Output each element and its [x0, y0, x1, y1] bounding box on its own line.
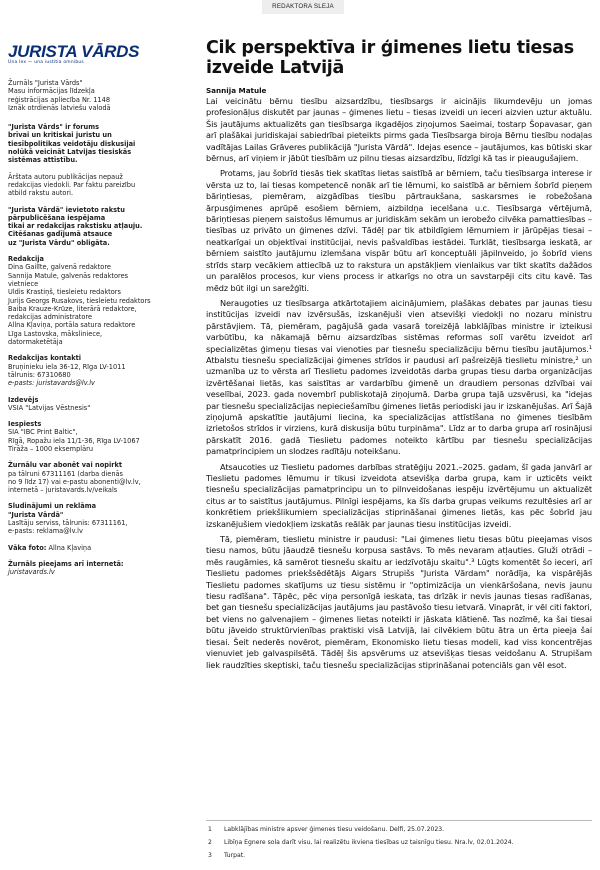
- disclaimer-line: redakcijas viedokli. Par faktu pareizību: [8, 180, 136, 189]
- contact-line: Bruņinieku iela 36-12, Rīga LV-1011: [8, 362, 126, 371]
- registration-line: Žurnāls "Jurista Vārds": [8, 79, 83, 87]
- article-paragraph: Tā, piemēram, tieslietu ministre ir paudusi: "Lai ģimenes lietu tiesas būtu pieejamas visos tiesu namos, būtu jāaudzē tiesnešu korpusa sastāvs. To mēs nevaram atļauties. Gluži otrādi – mēs raugāmies, kā samērot tiesnešu skaitu ar iedzīvotāju skaitu".³ Lūgts komentēt šo ieceri, arī Tieslietu padomes priekšsēdētājs Aigars Strupišs "Jurista Vārdam" norādīja, ka vispārējās Tieslietu padomes skatījums uz tiesu sistēmu ir "optimizācija un vienkāršošana, nevis jaunu tiesu radīšana". Tāpēc, pēc viņa personīgā ieskata, tas drīzāk ir nevis jaunas tiesas radīšanas, bet gan tiesnešu specializācijas jautājums jau pastāvošo tiesu ietvarā. Vinaprāt, ir vēl citi faktori, bet viens no galvenajiem – ģimenes lietas noteikti ir jāskata klātienē. Tas nozīmē, ka šai tiesai būtu jāveido struktūrvienības praktiski visā Latvijā, lai cilvēkiem būtu ātra un ērta pieeja šai tiesai. Šeit nederēs novērot, piemēram, Ekonomisko lietu tiesas modeli, kad viss koncentrējas vienuviet jeb galvaspilsētā. Tādēļ šis apsvērums uz atsevišķas tiesas veidošanu A. Strupišam liek raudzīties skeptiski, taču tiesnešu specializācijas stiprināšanai potenciāls gan vēl esot.: [206, 534, 592, 670]
- print-line: Tirāža – 1000 eksemplāru: [8, 444, 94, 453]
- article-lead: Lai veicinātu bērnu tiesību aizsardzību, tiesībsargs ir aicinājis likumdevēju un jomas profesionāļus diskutēt par jaunas – ģimenes lietu – tiesas izveidi un ieceri aizvien uztur aktuālu. Šis jautājums aktualizēts gan tiesībsarga ikgadējos ziņojumos Saeimai, tostarp Šopavasar, gan arī plašākai juridiskajai sabiedrībai pieteikts pirms gada Tiesībsarga biroja Bērnu tiesību nodaļas vadītājas Lailas Grāveres publikācijā "Jurista Vārdā". Idejas esence – jautājumos, kas būtiski skar bērnus, arī viņiem ir jābūt tiesībām uz pilnu tiesas aizsardzību, līdzīgi kā tas ir pieaugušajiem.: [206, 96, 592, 164]
- republishing-rights: [8, 206, 185, 247]
- staff-line: Baiba Krauze-Krūze, literārā redaktore,: [8, 304, 137, 313]
- rights-line: "Jurista Vārdā" ievietoto rakstu: [8, 205, 125, 214]
- staff-line: Jurijs Georgs Rusakovs, tiesleietu redaktors: [8, 296, 151, 305]
- print-line: Rīgā, Ropažu iela 11/1-36, Rīga LV-1067: [8, 436, 140, 445]
- print-title: Iespiests: [8, 420, 42, 429]
- forum-statement: [8, 123, 185, 164]
- publisher-line: VSIA "Latvijas Vēstnesis": [8, 403, 91, 412]
- rights-line: uz "Jurista Vārdu" obligāta.: [8, 238, 110, 247]
- staff-line: vietniece: [8, 279, 39, 288]
- rights-line: tikai ar redakcijas rakstisku atļauju.: [8, 222, 143, 231]
- staff-line: Dina Gailīte, galvenā redaktore: [8, 263, 111, 272]
- footnote-number: 3: [208, 852, 212, 859]
- publisher-info: [8, 396, 185, 413]
- forum-line: "Jurista Vārds" ir forums: [8, 123, 100, 132]
- website-link[interactable]: juristavards.lv: [8, 568, 55, 577]
- footnote-number: 1: [208, 826, 212, 833]
- editorial-title: Redakcija: [8, 255, 44, 264]
- contact-line: tālrunis: 67310680: [8, 370, 71, 379]
- registration-line: reģistrācijas apliecība Nr. 1148: [8, 95, 111, 104]
- staff-line: Līga Lastovska, māksliniece,: [8, 329, 103, 338]
- cover-photo-author: Allna Kļaviņa: [48, 543, 92, 552]
- footnote-number: 2: [208, 839, 212, 846]
- registration-info: [8, 79, 185, 112]
- print-info: [8, 420, 185, 453]
- rights-line: Citēšanas gadījumā atsauce: [8, 230, 113, 239]
- article-author: Sannija Matule: [206, 86, 267, 95]
- registration-line: Iznāk otrdienās latviešu valodā: [8, 103, 111, 112]
- masthead-sidebar: [8, 43, 185, 577]
- article-paragraph: Protams, jau šobrīd tiesās tiek skatītas lietas saistībā ar bērniem, taču tiesībsarga interese ir vērsta uz to, lai tiesas kompetencē nonāk arī tie lēmumi, ko saistībā ar bērniem šobrīd pieņem bāriņtiesas, piemēram, aizgādības tiesību pārtraukšana, saskarsmes ie robežošana ārpusģimenes aprūpē esošiem bērniem, aizbildņa iecelšana u.c. Tiesībsarga vērtējumā, bāriņtiesas pieņem saistošus lēmumus ar juridiskām sekām un ierobežo cilvēka pamattiesības – tiesības uz privāto un ģimenes dzīvi. Tādēļ par tik atbildīgiem lēmumiem ir jārūpējas tiesai – neatkarīgai un objektīvai institūcijai, nevis pašvaldības iestādei. Turklāt, tiesībsarga ieskatā, ar bērniem saistīto jautājumu izlemšana vispār būtu arī konceptuāli jāpilnveido, jo šobrīd viens strīds starp vecākiem attiecībā uz to rakstura un apstākļiem vienlaikus var tikt skatīts dažādos un paralēlos procesos, kur viens process ir atkarīgs no otra un savstarpēji cits citu kavē. Tas mēdz būt ilgi un sarežģīti.: [206, 168, 592, 293]
- footnote-divider: [206, 820, 592, 821]
- editorial-contacts: [8, 354, 185, 387]
- contact-email[interactable]: e-pasts: juristavards@lv.lv: [8, 379, 95, 388]
- forum-line: sistēmas attīstību.: [8, 156, 78, 165]
- subscription-info: [8, 461, 185, 494]
- ads-line: e-pasts: reklama@lv.lv: [8, 527, 83, 536]
- staff-line: redakcijas administratore: [8, 313, 93, 322]
- online-title: Žurnāls pieejams arī internetā:: [8, 559, 124, 568]
- subscription-title: Žurnālu var abonēt vai nopirkt: [8, 461, 123, 470]
- article-paragraph: Neraugoties uz tiesībsarga atkārtotajiem aicinājumiem, plašākas debates par jaunas tiesu institūcijas izveidi nav izvērsušās, izskanējuši vien atsevišķi viedokļi no nozaru ministru pārstāvjiem. Tā, piemēram, pagājušā gada vasarā toreizējā labklājības ministre ir izteikusi varbūtību, ka nākamajā bērnu aizsardzības sistēmas reformas solī varētu izveidot arī specializētas ģimeņu tiesas vai vienoties par tiesnešu specializāciju bērnu tiesību jautājumos.¹ Atbalstu tiesnešu specializācijai ģimenes strīdos ir paudusi arī pašreizējā tieslietu ministre,² un uzmanība uz to vērsta arī Tieslietu padomes izveidotās darba grupas tiesu darba organizācijas izvērtēšanai lietās, kas saistītas ar vardarbību ģimenē un draudiem personas dzīvībai vai veselībai, 2023. gada novembrī publiskotajā ziņojumā. Darba grupa tajā uzsvērusi, ka "idejas par tiesnešu specializācijas nepieciešamību ģimenes lietās periodiski jau ir izskanējušas. Arī Šajā ziņojumā apskatītie jautājumi liecina, ka specializācijas attīstīšana no ģimenes tiesībām izrietošos strīdos ir virziens, kurā diskusija būtu turpināma". Līdz ar to darba grupa arī rosinājusi pārskatīt 2016. gadā Tieslietu padomes noteikto kārtību par tiesnešu specializācijas pamatprincipiem un slodzes radītāju noteikšanu.: [206, 297, 592, 457]
- logo-tagline: Una lex — una iustitia omnibus: [8, 60, 84, 65]
- editorial-staff: [8, 255, 185, 346]
- footnote-text: Labklājības ministre apsver ģimenes tiesu veidošanu. Delfi, 25.07.2023.: [224, 826, 445, 833]
- footnote-text: Turpat.: [224, 852, 246, 859]
- section-tab: REDAKTORA SLEJA: [262, 0, 344, 14]
- subscription-line: no 9 līdz 17) vai e-pastu abonenti@lv.lv,: [8, 477, 141, 486]
- authors-disclaimer: [8, 173, 185, 198]
- journal-logo: [8, 43, 185, 60]
- article-paragraph: Atsaucoties uz Tieslietu padomes darbības stratēģiju 2021.–2025. gadam, šī gada janvārī ar Tieslietu padomes lēmumu ir tikusi izveidota atsevišķa darba grupa, kam ir uzticēts veikt tiesnešu specializācijas pamatprincipu un to pilnveidošanas iespēju izvērtējumu un aktualizēt citus ar to saistītus jautājumus. Pilnīgi iespējams, ka šīs darba grupas veikums rezultēsies arī ar konkrētiem priekšlikumiem specializācijas stiprināšanai ģimenes lietās, kas pēc šobrīd jau izskanējušiem viedokļiem izskatās reālāk par jaunas tiesu institūcijas izveidi.: [206, 461, 592, 529]
- print-line: SIA "IBC Print Baltic",: [8, 428, 78, 437]
- headline-line: Cik perspektīva ir ģimenes lietu tiesas: [206, 38, 574, 58]
- ads-title: Sludinājumi un reklāma: [8, 502, 97, 511]
- forum-line: tiesībpolitikas veidotāju diskusijai: [8, 139, 136, 148]
- disclaimer-line: atbild rakstu autori.: [8, 189, 74, 198]
- ads-line: Lasītāju serviss, tālrunis: 67311161,: [8, 519, 128, 528]
- advertising-info: [8, 502, 185, 535]
- online-info: [8, 560, 185, 577]
- article-headline: [206, 38, 592, 78]
- publisher-title: Izdevējs: [8, 395, 39, 404]
- forum-line: brīvai un kritiskai juristu un: [8, 131, 112, 140]
- rights-line: pārpublicēšana iespējama: [8, 213, 106, 222]
- forum-line: nolūkā veicināt Latvijas tiesiskās: [8, 148, 132, 157]
- footnote-text: Libīņa Egnere sola darīt visu, lai realizētu ikviena tiesības uz taisnīgu tiesu. Nra.lv, 02.01.2024.: [224, 839, 514, 846]
- subscription-line: pa tālruni 67311161 (darba dienās: [8, 469, 123, 478]
- disclaimer-line: Ārštata autoru publikācijas nepauž: [8, 172, 123, 181]
- staff-line: Uldis Krastiņš, tiesleietu redaktors: [8, 288, 121, 297]
- registration-line: Masu informācijas līdzekļa: [8, 87, 95, 96]
- cover-photo-credit: [8, 544, 185, 552]
- staff-line: Sannija Matule, galvenās redaktores: [8, 271, 129, 280]
- subscription-line: internetā – juristavards.lv/veikals: [8, 486, 118, 495]
- footnote: [206, 839, 592, 847]
- staff-line: datormaketētāja: [8, 338, 63, 347]
- footnotes: [206, 826, 592, 865]
- footnote: [206, 852, 592, 860]
- staff-line: Allna Kļaviņa, portāla satura redaktore: [8, 321, 136, 330]
- logo-text: JURISTA VĀRDS: [8, 42, 140, 61]
- article: [206, 38, 592, 671]
- contacts-title: Redakcijas kontakti: [8, 354, 82, 363]
- headline-line: izveide Latvijā: [206, 58, 344, 78]
- footnote: [206, 826, 592, 834]
- ads-title: "Jurista Vārdā": [8, 510, 64, 519]
- cover-photo-label: Vāka foto:: [8, 543, 47, 552]
